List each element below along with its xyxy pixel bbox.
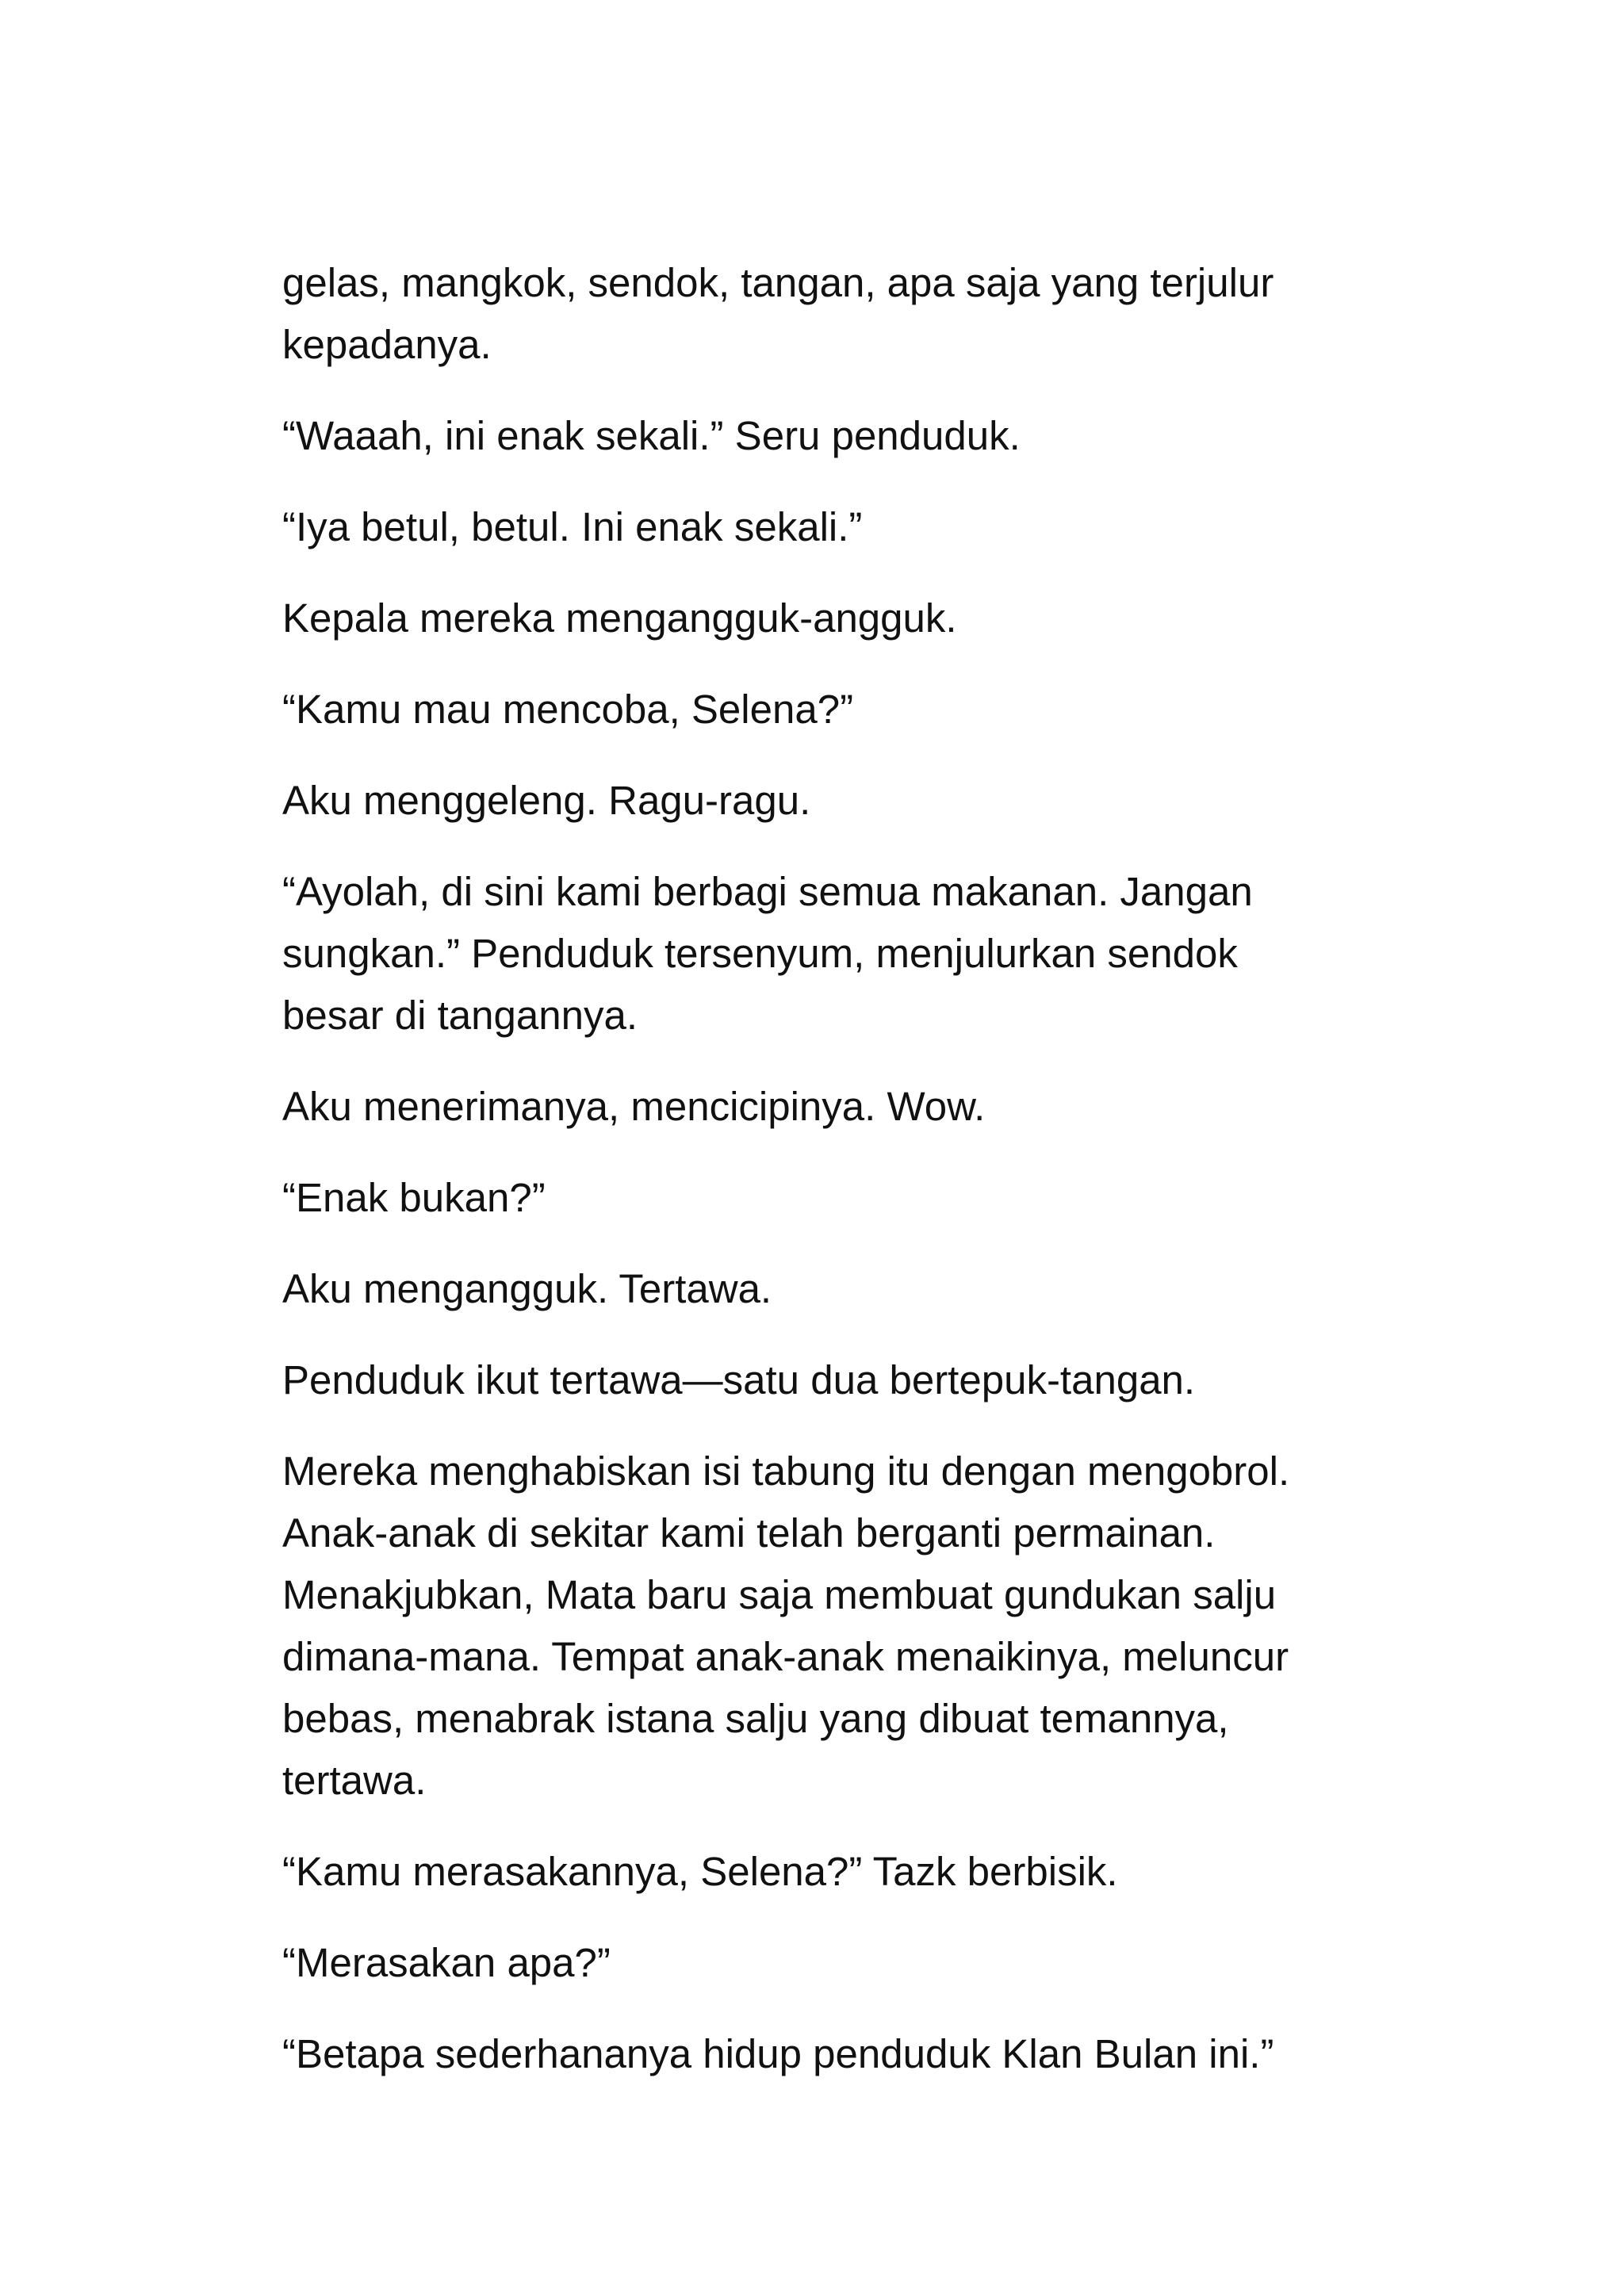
paragraph-10: Aku mengangguk. Tertawa.: [282, 1266, 772, 1311]
paragraph-14: “Merasakan apa?”: [282, 1940, 611, 1985]
paragraph-2: “Waaah, ini enak sekali.” Seru penduduk.: [282, 413, 1021, 458]
paragraph-3: “Iya betul, betul. Ini enak sekali.”: [282, 504, 863, 549]
paragraph-6: Aku menggeleng. Ragu-ragu.: [282, 778, 811, 823]
paragraph-1: gelas, mangkok, sendok, tangan, apa saja yang terjulur kepadanya.: [282, 260, 1274, 367]
paragraph-4: Kepala mereka mengangguk-angguk.: [282, 595, 957, 641]
paragraph-13: “Kamu merasakannya, Selena?” Tazk berbisik.: [282, 1849, 1118, 1894]
paragraph-15: “Betapa sederhananya hidup penduduk Klan Bulan ini.”: [282, 2031, 1274, 2076]
paragraph-9: “Enak bukan?”: [282, 1175, 546, 1220]
paragraph-5: “Kamu mau mencoba, Selena?”: [282, 687, 854, 732]
paragraph-11: Penduduk ikut tertawa—satu dua bertepuk-tangan.: [282, 1357, 1196, 1402]
paragraph-7: “Ayolah, di sini kami berbagi semua makanan. Jangan sungkan.” Penduduk tersenyum, menjulurkan sendok besar di tangannya.: [282, 869, 1253, 1038]
body-text: [282, 252, 1392, 2114]
paragraph-8: Aku menerimanya, mencicipinya. Wow.: [282, 1084, 986, 1129]
paragraph-12: Mereka menghabiskan isi tabung itu dengan mengobrol. Anak-anak di sekitar kami telah berganti permainan. Menakjubkan, Mata baru saja membuat gundukan salju dimana-mana. Tempat anak-anak menaikinya, meluncur bebas, menabrak istana salju yang dibuat temannya, tertawa.: [282, 1448, 1290, 1803]
